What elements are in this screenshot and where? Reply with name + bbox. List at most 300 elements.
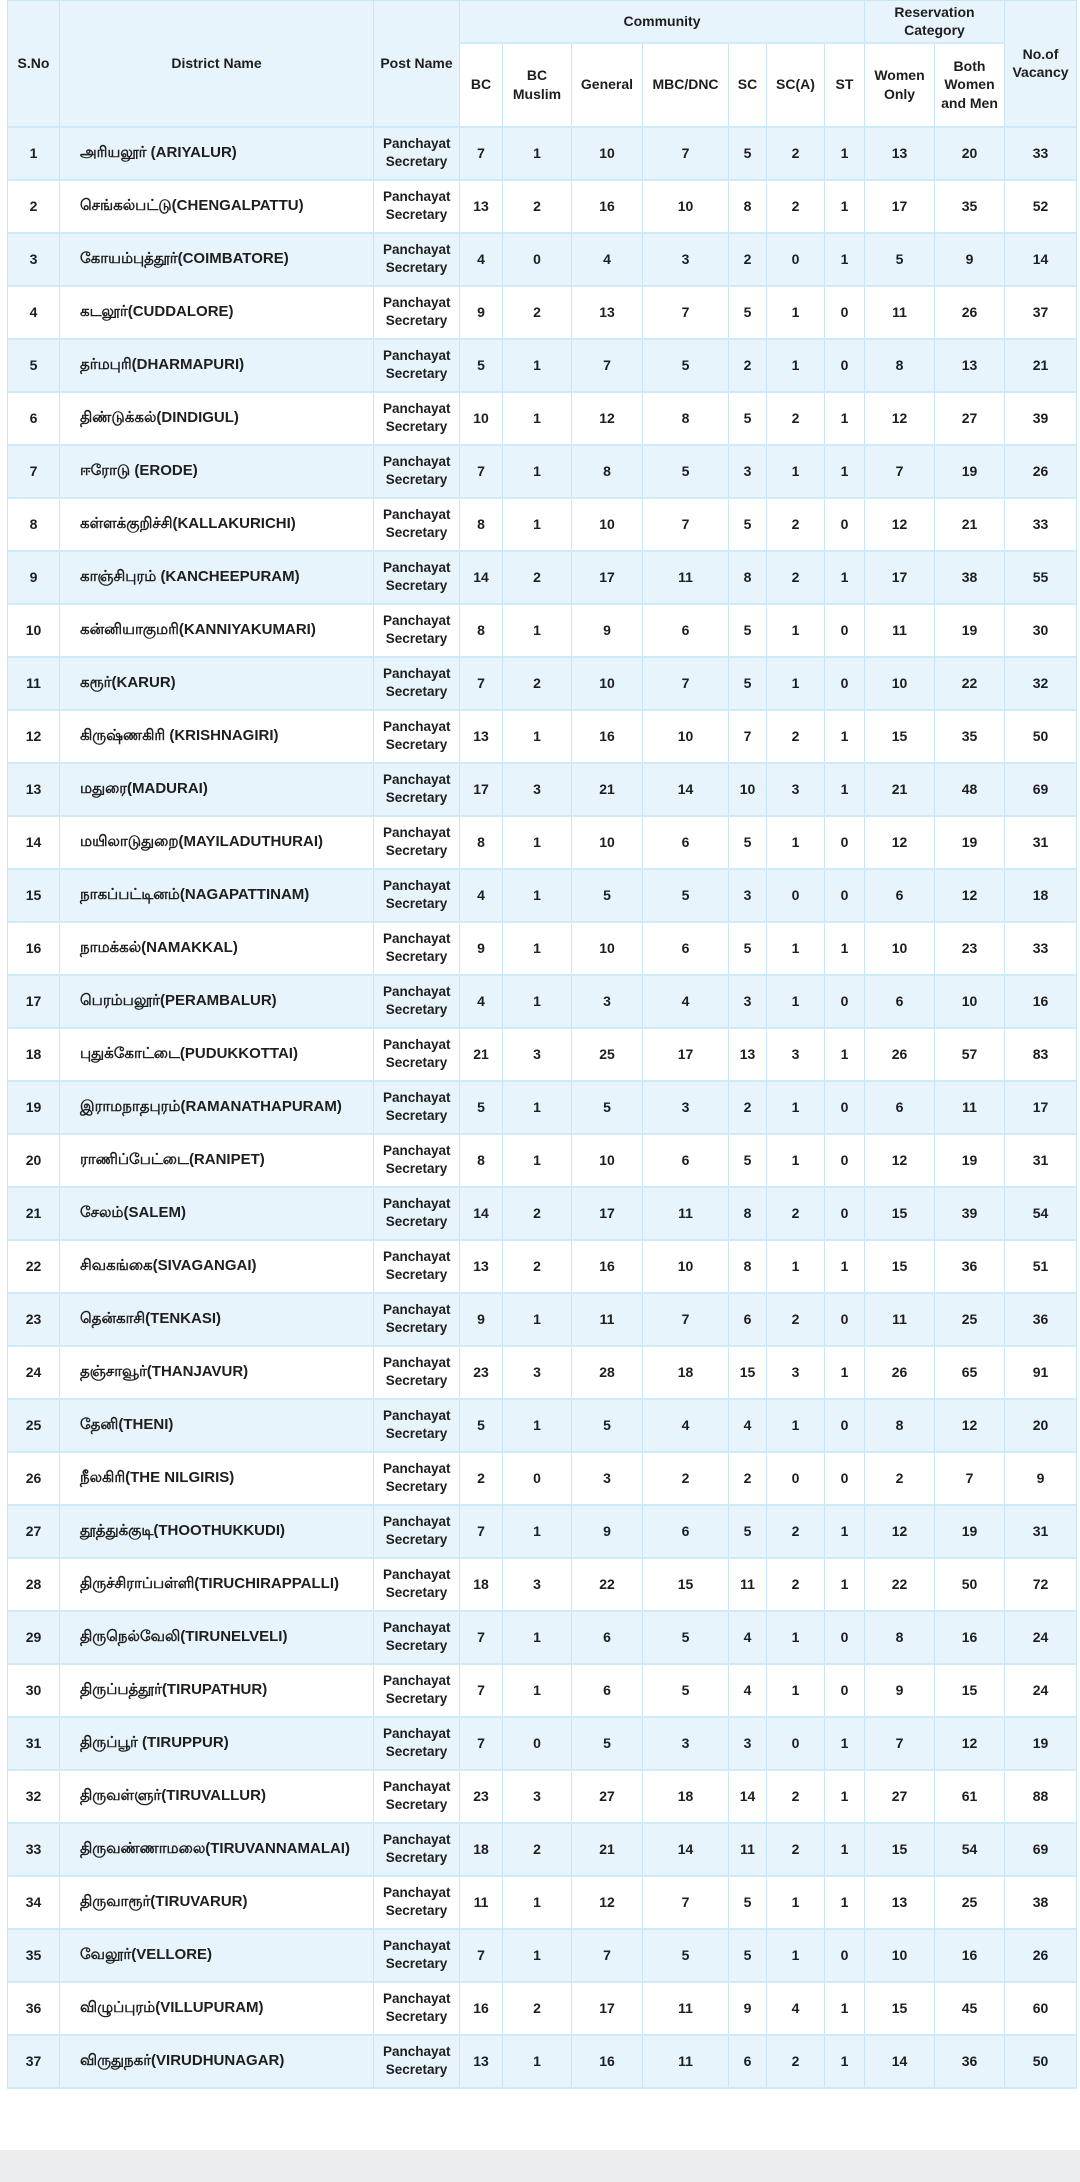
bc-muslim-cell: 2	[503, 1187, 572, 1240]
vacancy-cell: 24	[1005, 1664, 1077, 1717]
st-cell: 1	[825, 1770, 865, 1823]
women-only-cell: 26	[865, 1028, 935, 1081]
table-row	[8, 1028, 1077, 1081]
both-women-and-men-cell: 27	[935, 392, 1005, 445]
table-row	[8, 975, 1077, 1028]
sc-a-cell: 1	[767, 1081, 825, 1134]
table-row	[8, 233, 1077, 286]
sc-cell: 6	[729, 2035, 767, 2088]
vacancy-cell: 30	[1005, 604, 1077, 657]
sc-a-cell: 2	[767, 2035, 825, 2088]
mbc-dnc-cell: 6	[643, 1134, 729, 1187]
vacancy-cell: 38	[1005, 1876, 1077, 1929]
post-cell: Panchayat Secretary	[374, 763, 460, 816]
post-cell: Panchayat Secretary	[374, 445, 460, 498]
sno-cell: 7	[8, 445, 60, 498]
district-cell: புதுக்கோட்டை(PUDUKKOTTAI)	[60, 1028, 374, 1081]
general-cell: 27	[572, 1770, 643, 1823]
both-women-and-men-cell: 38	[935, 551, 1005, 604]
women-only-cell: 10	[865, 922, 935, 975]
vacancy-cell: 31	[1005, 816, 1077, 869]
bc-cell: 5	[460, 339, 503, 392]
table-row	[8, 1558, 1077, 1611]
sc-cell: 5	[729, 1505, 767, 1558]
mbc-dnc-cell: 11	[643, 1187, 729, 1240]
table-row	[8, 710, 1077, 763]
both-women-and-men-cell: 39	[935, 1187, 1005, 1240]
bc-muslim-cell: 2	[503, 286, 572, 339]
post-cell: Panchayat Secretary	[374, 1346, 460, 1399]
bc-muslim-cell: 3	[503, 1558, 572, 1611]
st-cell: 0	[825, 1929, 865, 1982]
st-cell: 0	[825, 816, 865, 869]
general-cell: 21	[572, 1823, 643, 1876]
post-cell: Panchayat Secretary	[374, 1081, 460, 1134]
sno-cell: 20	[8, 1134, 60, 1187]
bc-cell: 13	[460, 180, 503, 233]
sc-cell: 2	[729, 339, 767, 392]
sno-cell: 16	[8, 922, 60, 975]
bc-cell: 9	[460, 922, 503, 975]
mbc-dnc-cell: 18	[643, 1346, 729, 1399]
general-cell: 16	[572, 180, 643, 233]
vacancy-cell: 69	[1005, 763, 1077, 816]
col-header-bc-muslim: BC Muslim	[503, 43, 572, 127]
general-cell: 5	[572, 1717, 643, 1770]
col-header-post-name: Post Name	[374, 1, 460, 127]
women-only-cell: 13	[865, 1876, 935, 1929]
general-cell: 9	[572, 1505, 643, 1558]
women-only-cell: 2	[865, 1452, 935, 1505]
sc-cell: 4	[729, 1611, 767, 1664]
general-cell: 5	[572, 1399, 643, 1452]
sno-cell: 32	[8, 1770, 60, 1823]
bc-muslim-cell: 1	[503, 1505, 572, 1558]
sno-cell: 22	[8, 1240, 60, 1293]
vacancy-cell: 88	[1005, 1770, 1077, 1823]
district-cell: கோயம்புத்தூர்(COIMBATORE)	[60, 233, 374, 286]
both-women-and-men-cell: 16	[935, 1929, 1005, 1982]
sc-a-cell: 0	[767, 1717, 825, 1770]
mbc-dnc-cell: 18	[643, 1770, 729, 1823]
women-only-cell: 14	[865, 2035, 935, 2088]
bc-cell: 14	[460, 551, 503, 604]
general-cell: 3	[572, 975, 643, 1028]
general-cell: 22	[572, 1558, 643, 1611]
both-women-and-men-cell: 25	[935, 1876, 1005, 1929]
mbc-dnc-cell: 14	[643, 1823, 729, 1876]
bc-cell: 4	[460, 869, 503, 922]
st-cell: 0	[825, 1293, 865, 1346]
mbc-dnc-cell: 10	[643, 1240, 729, 1293]
table-row	[8, 551, 1077, 604]
table-row	[8, 1982, 1077, 2035]
both-women-and-men-cell: 15	[935, 1664, 1005, 1717]
district-cell: இராமநாதபுரம்(RAMANATHAPURAM)	[60, 1081, 374, 1134]
mbc-dnc-cell: 5	[643, 445, 729, 498]
mbc-dnc-cell: 6	[643, 816, 729, 869]
both-women-and-men-cell: 36	[935, 2035, 1005, 2088]
sc-a-cell: 1	[767, 816, 825, 869]
mbc-dnc-cell: 14	[643, 763, 729, 816]
bc-cell: 7	[460, 1717, 503, 1770]
table-row	[8, 1187, 1077, 1240]
district-cell: திருவாரூர்(TIRUVARUR)	[60, 1876, 374, 1929]
post-cell: Panchayat Secretary	[374, 1982, 460, 2035]
st-cell: 1	[825, 127, 865, 180]
sc-a-cell: 2	[767, 180, 825, 233]
mbc-dnc-cell: 5	[643, 339, 729, 392]
sc-cell: 5	[729, 1876, 767, 1929]
post-cell: Panchayat Secretary	[374, 816, 460, 869]
st-cell: 1	[825, 1558, 865, 1611]
vacancy-cell: 37	[1005, 286, 1077, 339]
district-cell: மதுரை(MADURAI)	[60, 763, 374, 816]
bc-muslim-cell: 2	[503, 551, 572, 604]
mbc-dnc-cell: 6	[643, 604, 729, 657]
post-cell: Panchayat Secretary	[374, 498, 460, 551]
sno-cell: 6	[8, 392, 60, 445]
post-cell: Panchayat Secretary	[374, 1664, 460, 1717]
table-header	[8, 1, 1077, 127]
sc-cell: 5	[729, 127, 767, 180]
sc-cell: 11	[729, 1823, 767, 1876]
general-cell: 5	[572, 869, 643, 922]
sno-cell: 9	[8, 551, 60, 604]
women-only-cell: 21	[865, 763, 935, 816]
bc-cell: 7	[460, 1611, 503, 1664]
post-cell: Panchayat Secretary	[374, 392, 460, 445]
district-cell: கன்னியாகுமரி(KANNIYAKUMARI)	[60, 604, 374, 657]
sc-cell: 9	[729, 1982, 767, 2035]
vacancy-cell: 18	[1005, 869, 1077, 922]
bc-muslim-cell: 2	[503, 1823, 572, 1876]
sc-cell: 6	[729, 1293, 767, 1346]
post-cell: Panchayat Secretary	[374, 1293, 460, 1346]
st-cell: 1	[825, 763, 865, 816]
sno-cell: 13	[8, 763, 60, 816]
bc-cell: 14	[460, 1187, 503, 1240]
general-cell: 10	[572, 1134, 643, 1187]
sno-cell: 29	[8, 1611, 60, 1664]
sc-a-cell: 1	[767, 1929, 825, 1982]
st-cell: 1	[825, 392, 865, 445]
post-cell: Panchayat Secretary	[374, 1876, 460, 1929]
vacancy-cell: 14	[1005, 233, 1077, 286]
general-cell: 16	[572, 710, 643, 763]
table-row	[8, 1823, 1077, 1876]
bc-muslim-cell: 1	[503, 498, 572, 551]
table-row	[8, 1134, 1077, 1187]
sno-cell: 25	[8, 1399, 60, 1452]
district-cell: கடலூர்(CUDDALORE)	[60, 286, 374, 339]
general-cell: 12	[572, 392, 643, 445]
table-row	[8, 657, 1077, 710]
post-cell: Panchayat Secretary	[374, 604, 460, 657]
bc-muslim-cell: 0	[503, 233, 572, 286]
post-cell: Panchayat Secretary	[374, 1611, 460, 1664]
post-cell: Panchayat Secretary	[374, 1399, 460, 1452]
sc-cell: 5	[729, 1929, 767, 1982]
bc-cell: 7	[460, 657, 503, 710]
district-cell: நீலகிரி(THE NILGIRIS)	[60, 1452, 374, 1505]
district-cell: செங்கல்பட்டு(CHENGALPATTU)	[60, 180, 374, 233]
bc-muslim-cell: 1	[503, 1664, 572, 1717]
sno-cell: 18	[8, 1028, 60, 1081]
sno-cell: 1	[8, 127, 60, 180]
district-cell: ஈரோடு (ERODE)	[60, 445, 374, 498]
sc-cell: 2	[729, 1452, 767, 1505]
post-cell: Panchayat Secretary	[374, 1929, 460, 1982]
vacancy-cell: 16	[1005, 975, 1077, 1028]
bc-cell: 13	[460, 710, 503, 763]
general-cell: 3	[572, 1452, 643, 1505]
mbc-dnc-cell: 5	[643, 1611, 729, 1664]
vacancy-cell: 31	[1005, 1134, 1077, 1187]
both-women-and-men-cell: 26	[935, 286, 1005, 339]
general-cell: 11	[572, 1293, 643, 1346]
sno-cell: 17	[8, 975, 60, 1028]
mbc-dnc-cell: 7	[643, 657, 729, 710]
col-header-bc: BC	[460, 43, 503, 127]
both-women-and-men-cell: 19	[935, 604, 1005, 657]
st-cell: 1	[825, 922, 865, 975]
sc-cell: 13	[729, 1028, 767, 1081]
sno-cell: 14	[8, 816, 60, 869]
sno-cell: 2	[8, 180, 60, 233]
sc-cell: 8	[729, 1187, 767, 1240]
vacancy-table	[7, 0, 1077, 2089]
sc-a-cell: 1	[767, 286, 825, 339]
sc-a-cell: 1	[767, 1611, 825, 1664]
women-only-cell: 6	[865, 975, 935, 1028]
bc-cell: 13	[460, 1240, 503, 1293]
bc-muslim-cell: 3	[503, 763, 572, 816]
sno-cell: 4	[8, 286, 60, 339]
women-only-cell: 15	[865, 1187, 935, 1240]
table-row	[8, 1664, 1077, 1717]
bc-cell: 8	[460, 816, 503, 869]
general-cell: 6	[572, 1664, 643, 1717]
district-cell: கிருஷ்ணகிரி (KRISHNAGIRI)	[60, 710, 374, 763]
bc-muslim-cell: 1	[503, 975, 572, 1028]
sno-cell: 36	[8, 1982, 60, 2035]
table-row	[8, 498, 1077, 551]
general-cell: 16	[572, 2035, 643, 2088]
sc-a-cell: 0	[767, 869, 825, 922]
sc-cell: 3	[729, 445, 767, 498]
st-cell: 1	[825, 180, 865, 233]
col-header-mbc-dnc: MBC/DNC	[643, 43, 729, 127]
general-cell: 6	[572, 1611, 643, 1664]
both-women-and-men-cell: 20	[935, 127, 1005, 180]
sc-a-cell: 1	[767, 1399, 825, 1452]
women-only-cell: 5	[865, 233, 935, 286]
st-cell: 0	[825, 975, 865, 1028]
vacancy-cell: 19	[1005, 1717, 1077, 1770]
both-women-and-men-cell: 16	[935, 1611, 1005, 1664]
bc-cell: 16	[460, 1982, 503, 2035]
bc-cell: 7	[460, 127, 503, 180]
col-header-general: General	[572, 43, 643, 127]
st-cell: 1	[825, 1823, 865, 1876]
district-cell: பெரம்பலூர்(PERAMBALUR)	[60, 975, 374, 1028]
women-only-cell: 15	[865, 1240, 935, 1293]
both-women-and-men-cell: 21	[935, 498, 1005, 551]
district-cell: திருப்பூர் (TIRUPPUR)	[60, 1717, 374, 1770]
vacancy-cell: 55	[1005, 551, 1077, 604]
mbc-dnc-cell: 11	[643, 551, 729, 604]
vacancy-cell: 9	[1005, 1452, 1077, 1505]
sc-a-cell: 3	[767, 1028, 825, 1081]
st-cell: 1	[825, 551, 865, 604]
general-cell: 17	[572, 1187, 643, 1240]
st-cell: 0	[825, 286, 865, 339]
sno-cell: 15	[8, 869, 60, 922]
vacancy-cell: 20	[1005, 1399, 1077, 1452]
vacancy-cell: 39	[1005, 392, 1077, 445]
post-cell: Panchayat Secretary	[374, 1187, 460, 1240]
bc-muslim-cell: 1	[503, 1293, 572, 1346]
bc-muslim-cell: 1	[503, 445, 572, 498]
women-only-cell: 12	[865, 816, 935, 869]
post-cell: Panchayat Secretary	[374, 1558, 460, 1611]
sc-a-cell: 1	[767, 657, 825, 710]
women-only-cell: 13	[865, 127, 935, 180]
women-only-cell: 10	[865, 657, 935, 710]
col-header-sc-a: SC(A)	[767, 43, 825, 127]
women-only-cell: 7	[865, 1717, 935, 1770]
table-row	[8, 2035, 1077, 2088]
sno-cell: 24	[8, 1346, 60, 1399]
sc-a-cell: 2	[767, 392, 825, 445]
sc-cell: 3	[729, 869, 767, 922]
sno-cell: 26	[8, 1452, 60, 1505]
sno-cell: 37	[8, 2035, 60, 2088]
mbc-dnc-cell: 7	[643, 127, 729, 180]
mbc-dnc-cell: 7	[643, 286, 729, 339]
table-row	[8, 763, 1077, 816]
sc-a-cell: 1	[767, 1664, 825, 1717]
vacancy-cell: 31	[1005, 1505, 1077, 1558]
district-cell: காஞ்சிபுரம் (KANCHEEPURAM)	[60, 551, 374, 604]
both-women-and-men-cell: 9	[935, 233, 1005, 286]
district-cell: நாமக்கல்(NAMAKKAL)	[60, 922, 374, 975]
bc-cell: 7	[460, 445, 503, 498]
st-cell: 0	[825, 339, 865, 392]
sc-a-cell: 1	[767, 922, 825, 975]
table-row	[8, 1452, 1077, 1505]
district-cell: வேலூர்(VELLORE)	[60, 1929, 374, 1982]
bc-muslim-cell: 2	[503, 657, 572, 710]
both-women-and-men-cell: 22	[935, 657, 1005, 710]
bc-cell: 23	[460, 1770, 503, 1823]
mbc-dnc-cell: 7	[643, 1293, 729, 1346]
table-body	[8, 127, 1077, 2088]
bc-cell: 21	[460, 1028, 503, 1081]
district-cell: தஞ்சாவூர்(THANJAVUR)	[60, 1346, 374, 1399]
mbc-dnc-cell: 10	[643, 180, 729, 233]
bc-muslim-cell: 1	[503, 1876, 572, 1929]
post-cell: Panchayat Secretary	[374, 1028, 460, 1081]
sno-cell: 11	[8, 657, 60, 710]
bc-cell: 8	[460, 1134, 503, 1187]
women-only-cell: 12	[865, 1134, 935, 1187]
bc-muslim-cell: 2	[503, 1240, 572, 1293]
bc-muslim-cell: 1	[503, 392, 572, 445]
both-women-and-men-cell: 23	[935, 922, 1005, 975]
st-cell: 0	[825, 498, 865, 551]
general-cell: 13	[572, 286, 643, 339]
sc-a-cell: 2	[767, 127, 825, 180]
women-only-cell: 27	[865, 1770, 935, 1823]
post-cell: Panchayat Secretary	[374, 339, 460, 392]
bc-cell: 8	[460, 498, 503, 551]
bc-cell: 18	[460, 1558, 503, 1611]
post-cell: Panchayat Secretary	[374, 233, 460, 286]
district-cell: தூத்துக்குடி(THOOTHUKKUDI)	[60, 1505, 374, 1558]
table-row	[8, 1611, 1077, 1664]
col-header-both-women-and-men: Both Women and Men	[935, 43, 1005, 127]
st-cell: 1	[825, 445, 865, 498]
bc-cell: 17	[460, 763, 503, 816]
sc-a-cell: 1	[767, 339, 825, 392]
both-women-and-men-cell: 19	[935, 1505, 1005, 1558]
bc-muslim-cell: 1	[503, 869, 572, 922]
sno-cell: 3	[8, 233, 60, 286]
st-cell: 1	[825, 1876, 865, 1929]
mbc-dnc-cell: 4	[643, 975, 729, 1028]
women-only-cell: 8	[865, 1611, 935, 1664]
district-cell: திருவள்ளுர்(TIRUVALLUR)	[60, 1770, 374, 1823]
bc-cell: 13	[460, 2035, 503, 2088]
st-cell: 0	[825, 604, 865, 657]
bc-muslim-cell: 0	[503, 1717, 572, 1770]
both-women-and-men-cell: 13	[935, 339, 1005, 392]
table-row	[8, 392, 1077, 445]
mbc-dnc-cell: 17	[643, 1028, 729, 1081]
women-only-cell: 9	[865, 1664, 935, 1717]
sno-cell: 31	[8, 1717, 60, 1770]
vacancy-cell: 51	[1005, 1240, 1077, 1293]
mbc-dnc-cell: 5	[643, 1929, 729, 1982]
sc-cell: 5	[729, 1134, 767, 1187]
bc-cell: 9	[460, 286, 503, 339]
st-cell: 1	[825, 1028, 865, 1081]
both-women-and-men-cell: 19	[935, 1134, 1005, 1187]
mbc-dnc-cell: 2	[643, 1452, 729, 1505]
st-cell: 0	[825, 657, 865, 710]
bc-muslim-cell: 1	[503, 710, 572, 763]
table-row	[8, 869, 1077, 922]
mbc-dnc-cell: 4	[643, 1399, 729, 1452]
district-cell: தென்காசி(TENKASI)	[60, 1293, 374, 1346]
sc-cell: 4	[729, 1399, 767, 1452]
bc-muslim-cell: 1	[503, 604, 572, 657]
bc-muslim-cell: 1	[503, 816, 572, 869]
st-cell: 1	[825, 1346, 865, 1399]
vacancy-cell: 26	[1005, 1929, 1077, 1982]
sc-a-cell: 2	[767, 1770, 825, 1823]
both-women-and-men-cell: 19	[935, 445, 1005, 498]
vacancy-cell: 33	[1005, 498, 1077, 551]
post-cell: Panchayat Secretary	[374, 127, 460, 180]
general-cell: 8	[572, 445, 643, 498]
women-only-cell: 11	[865, 1293, 935, 1346]
post-cell: Panchayat Secretary	[374, 551, 460, 604]
sc-a-cell: 1	[767, 445, 825, 498]
general-cell: 10	[572, 498, 643, 551]
